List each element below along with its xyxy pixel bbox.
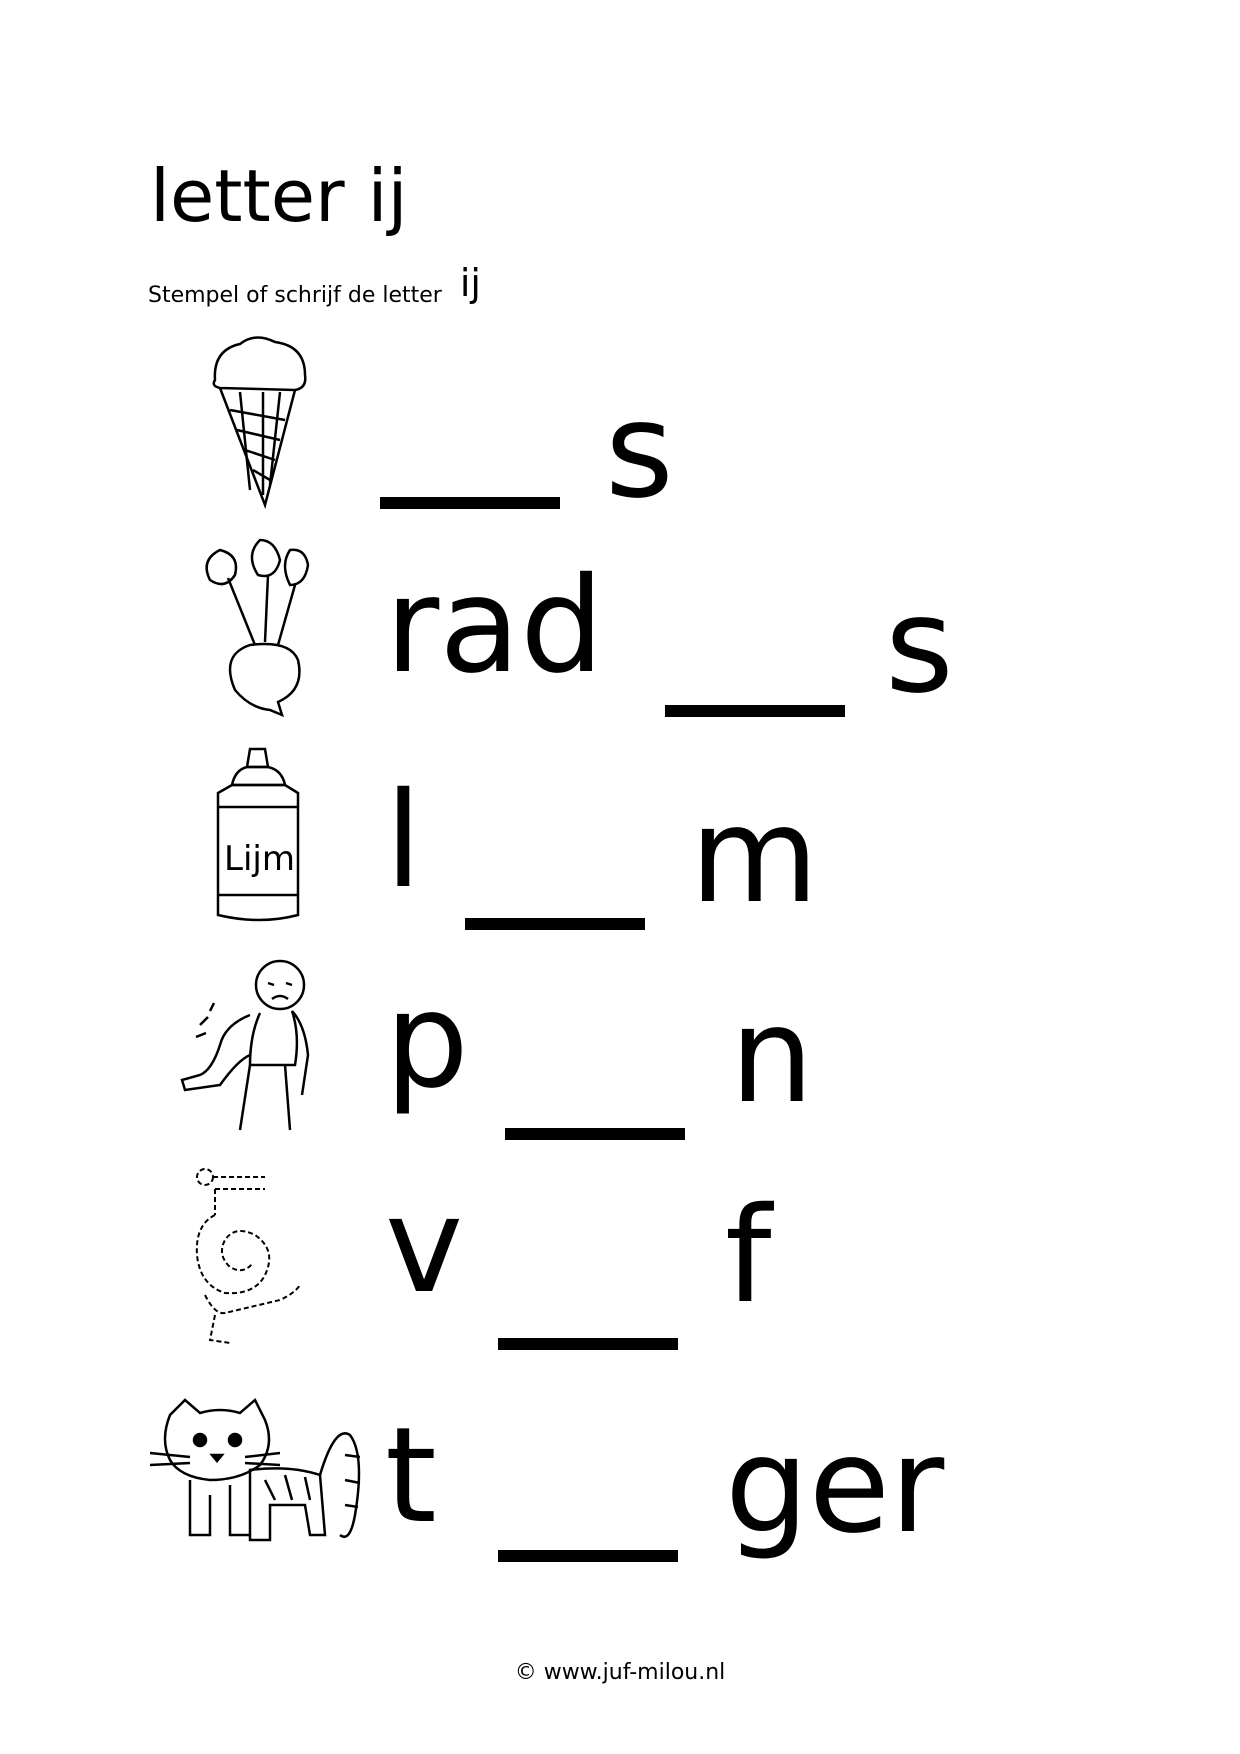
word-part: m — [690, 779, 819, 933]
blank-line[interactable] — [498, 1550, 678, 1562]
word-part: ger — [725, 1409, 945, 1563]
word-part: s — [605, 374, 674, 528]
word-part: n — [730, 979, 814, 1133]
glue-bottle-icon — [210, 745, 305, 925]
blank-line[interactable] — [465, 918, 645, 930]
instruction-letter: ij — [459, 261, 481, 305]
blank-line[interactable] — [380, 497, 560, 509]
page-title: letter ij — [150, 154, 408, 238]
blank-line[interactable] — [665, 705, 845, 717]
instruction — [148, 261, 481, 308]
blank-line[interactable] — [498, 1338, 678, 1350]
word-part: f — [725, 1179, 772, 1333]
blank-line[interactable] — [505, 1128, 685, 1140]
glue-label: Lijm — [224, 839, 295, 879]
word-part: s — [885, 569, 954, 723]
word-part: l — [385, 764, 422, 918]
footer-copyright: © www.juf-milou.nl — [514, 1660, 726, 1685]
boy-in-pain-icon — [180, 955, 320, 1140]
word-part: v — [385, 1169, 464, 1323]
word-part: rad — [385, 549, 604, 703]
radish-icon — [190, 530, 320, 720]
word-part: p — [385, 964, 469, 1118]
ice-cream-icon — [205, 330, 315, 510]
instruction-text: Stempel of schrijf de letter — [148, 283, 442, 308]
snail-icon — [185, 1165, 315, 1350]
tiger-icon — [150, 1395, 365, 1545]
word-part: t — [385, 1399, 437, 1553]
